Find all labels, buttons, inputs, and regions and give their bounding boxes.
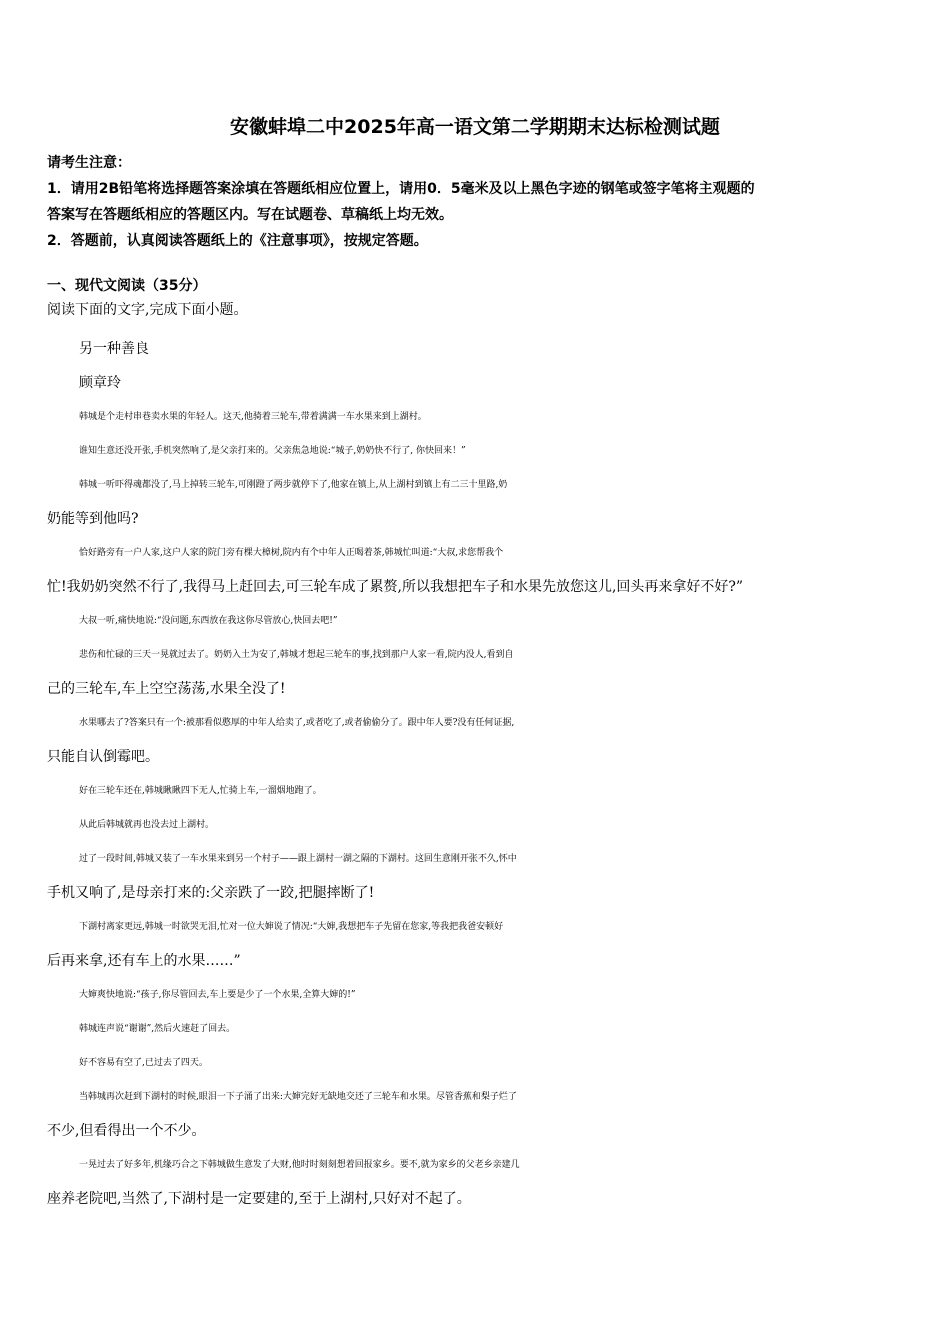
notice-item-1-line-2: 答案写在答题纸相应的答题区内。写在试题卷、草稿纸上均无效。 [47,207,453,223]
article-paragraph [47,808,907,842]
article-paragraph [47,536,907,604]
notice-item-1-line-1: 1．请用2B铅笔将选择题答案涂填在答题纸相应位置上，请用0．5毫米及以上黑色字迹的钢笔或签字笔将主观题的 [47,181,755,197]
article-author: 顾章玲 [79,375,121,391]
paragraph-line: 大叔一听,痛快地说:“没问题,东西放在我这你尽管放心,快回去吧!” [79,616,338,626]
article-paragraph [47,434,907,468]
paragraph-line: 韩城连声说“谢谢”,然后火速赶了回去。 [79,1024,236,1034]
paragraph-line: 谁知生意还没开张,手机突然响了,是父亲打来的。父亲焦急地说:“城子,奶奶快不行了, 你快回来！” [79,446,466,456]
paragraph-line: 水果哪去了?答案只有一个:被那看似憨厚的中年人给卖了,或者吃了,或者偷偷分了。跟中年人要?没有任何证据, [79,718,515,728]
paragraph-line: 悲伤和忙碌的三天一晃就过去了。奶奶入土为安了,韩城才想起三轮车的事,找到那户人家一看,院内没人,看到自 [79,650,514,660]
article-paragraph [47,638,907,706]
paragraph-line: 座养老院吧,当然了,下湖村是一定要建的,至于上湖村,只好对不起了。 [47,1191,471,1207]
article-paragraph [47,400,907,434]
notice-heading: 请考生注意： [47,155,131,171]
paragraph-line: 好不容易有空了,已过去了四天。 [79,1058,208,1068]
paragraph-line: 当韩城再次赶到下湖村的时候,眼泪一下子涌了出来:大婶完好无缺地交还了三轮车和水果。尽管香蕉和梨子烂了 [79,1092,517,1102]
paragraph-line: 恰好路旁有一户人家,这户人家的院门旁有棵大樟树,院内有个中年人正喝着茶,韩城忙叫道:“大叔,求您帮我个 [79,548,504,558]
article-paragraph [47,604,907,638]
paragraph-line: 下湖村离家更远,韩城一时欲哭无泪,忙对一位大婶说了情况:“大婶,我想把车子先留在您家,等我把我爸安顿好 [79,922,504,932]
article-paragraph [47,774,907,808]
paragraph-line: 大婶爽快地说:“孩子,你尽管回去,车上要是少了一个水果,全算大婶的!” [79,990,356,1000]
article-paragraph [47,842,907,910]
paragraph-line: 好在三轮车还在,韩城瞅瞅四下无人,忙骑上车,一溜烟地跑了。 [79,786,322,796]
article-paragraph [47,706,907,774]
paragraph-line: 不少,但看得出一个不少。 [47,1123,206,1139]
paragraph-line: 一晃过去了好多年,机缘巧合之下韩城做生意发了大财,他时时刻刻想着回报家乡。要不,就为家乡的父老乡亲建几 [79,1160,520,1170]
article-paragraph [47,468,907,536]
article-paragraph [47,910,907,978]
paragraph-line: 过了一段时间,韩城又装了一车水果来到另一个村子——跟上湖村一湖之隔的下湖村。这回生意刚开张不久,怀中 [79,854,517,864]
section-heading: 一、现代文阅读（35分） [47,278,207,294]
paragraph-line: 只能自认倒霉吧。 [47,749,159,765]
article-paragraph [47,1148,907,1216]
paragraph-line: 己的三轮车,车上空空荡荡,水果全没了! [47,681,286,697]
paragraph-line: 手机又响了,是母亲打来的:父亲跌了一跤,把腿摔断了! [47,885,375,901]
paragraph-line: 韩城是个走村串巷卖水果的年轻人。这天,他骑着三轮车,带着满满一车水果来到上湖村。 [79,412,427,422]
reading-article [47,332,907,1216]
article-title: 另一种善良 [79,341,149,357]
paragraph-line: 后再来拿,还有车上的水果……” [47,953,241,969]
candidate-notice [47,150,907,254]
paragraph-line: 从此后韩城就再也没去过上湖村。 [79,820,215,830]
exam-title: 安徽蚌埠二中2025年高一语文第二学期期末达标检测试题 [230,116,720,138]
article-paragraph [47,1080,907,1148]
article-paragraph [47,1046,907,1080]
paragraph-line: 忙!我奶奶突然不行了,我得马上赶回去,可三轮车成了累赘,所以我想把车子和水果先放您这儿,回头再来拿好不好?” [47,579,744,595]
notice-item-2: 2．答题前，认真阅读答题纸上的《注意事项》，按规定答题。 [47,233,428,249]
reading-prompt: 阅读下面的文字,完成下面小题。 [47,302,248,318]
paragraph-line: 韩城一听吓得魂都没了,马上掉转三轮车,可刚蹬了两步就停下了,他家在镇上,从上湖村到镇上有二三十里路,奶 [79,480,508,490]
article-paragraph [47,978,907,1012]
article-paragraph [47,1012,907,1046]
paragraph-line: 奶能等到他吗? [47,511,139,527]
